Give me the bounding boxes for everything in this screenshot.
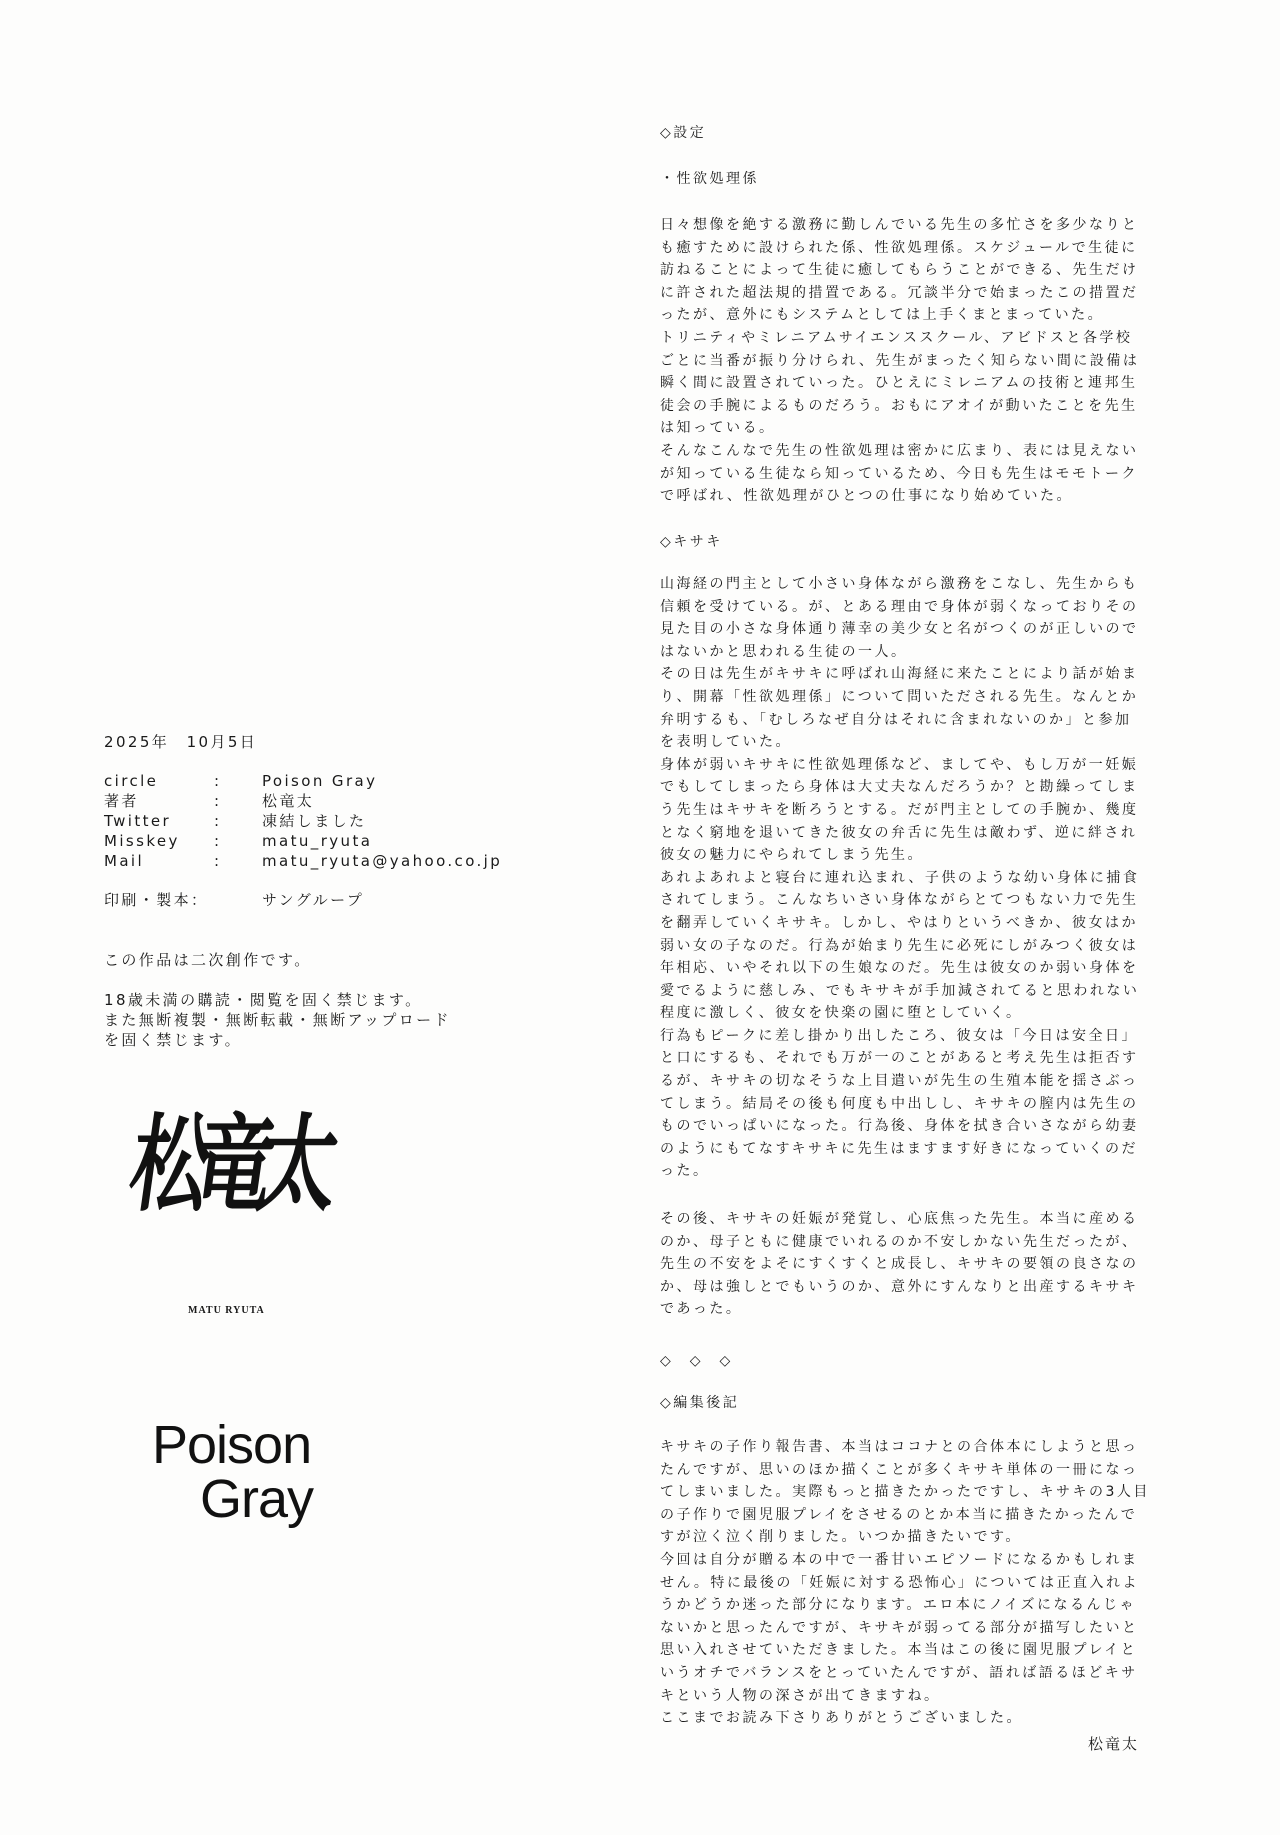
text-line: も癒すために設けられた係、性欲処理係。スケジュールで生徒に <box>660 239 1138 256</box>
publish-date: 2025年 10月5日 <box>104 733 258 751</box>
colophon-key: 著者 <box>104 792 139 810</box>
text-line: ものでいっぱいになった。行為後、身体を拭き合いさながら幼妻 <box>660 1118 1139 1135</box>
text-line: 18歳未満の購読・閲覧を固く禁じます。 <box>104 991 423 1009</box>
text-line: ここまでお読み下さりありがとうございました。 <box>660 1710 1023 1727</box>
text-line: う先生はキサキを断ろうとする。だが門主としての手腕か、幾度 <box>660 801 1139 818</box>
colophon-row <box>104 831 502 851</box>
text-line: 弱い女の子なのだ。行為が始まり先生に必死にしがみつく彼女は <box>660 937 1139 954</box>
colophon-separator: : <box>214 812 222 830</box>
text-line: 年相応、いやそれ以下の生娘なのだ。先生は彼女のか弱い身体を <box>660 960 1139 977</box>
text-line: ないかと思ったんですが、キサキが弱ってる部分が描写したいと <box>660 1619 1139 1636</box>
text-line: てしまいました。実際もっと描きたかったですし、キサキの3人目 <box>660 1484 1150 1501</box>
text-line: 信頼を受けている。が、とある理由で身体が弱くなっておりその <box>660 598 1139 615</box>
colophon-row <box>104 851 502 871</box>
postscript-paragraph <box>660 1436 1150 1730</box>
text-line: されてしまう。こんなちいさい身体ながらとてつもない力で先生 <box>660 892 1139 909</box>
text-line: は知っている。 <box>660 420 776 437</box>
settings-heading: ◇設定 <box>660 125 707 141</box>
text-line: たんですが、思いのほか描くことが多くキサキ単体の一冊になっ <box>660 1461 1139 1478</box>
text-line: か、母は強しとでもいうのか、意外にすんなりと出産するキサキ <box>660 1278 1139 1295</box>
text-line: の子作りで園児服プレイをさせるのとか本当に描きたかったんで <box>660 1506 1138 1523</box>
text-line: が知っている生徒なら知っているため、今日も先生はモモトーク <box>660 465 1138 482</box>
text-line: あれよあれよと寝台に連れ込まれ、子供のような幼い身体に捕食 <box>660 869 1140 886</box>
text-line: その日は先生がキサキに呼ばれ山海経に来たことにより話が始ま <box>660 666 1139 683</box>
text-line: 山海経の門主として小さい身体ながら激務をこなし、先生からも <box>660 576 1139 592</box>
text-line: トリニティやミレニアムサイエンススクール、アビドスと各学校 <box>660 329 1133 346</box>
aftermath-paragraph <box>660 1208 1139 1321</box>
text-line: 日々想像を絶する激務に勤しんでいる先生の多忙さを多少なりと <box>660 217 1139 233</box>
colophon-separator: : <box>214 832 222 850</box>
text-line: はないかと思われる生徒の一人。 <box>660 643 908 660</box>
colophon-separator: : <box>214 772 222 790</box>
colophon <box>104 732 502 1050</box>
colophon-value: matu_ryuta <box>262 832 373 850</box>
kisaki-heading: ◇キサキ <box>660 534 723 550</box>
printer-value: サングループ <box>262 891 365 909</box>
text-line: いうオチでバランスをとっていたんですが、語れば語るほどキサ <box>660 1664 1138 1681</box>
colophon-separator: : <box>214 792 222 810</box>
text-line: ったが、意外にもシステムとしては上手くまとまっていた。 <box>660 307 1105 324</box>
author-logo-calligraphy: 松竜太 <box>122 1103 333 1227</box>
settings-paragraph <box>660 214 1139 508</box>
text-line: であった。 <box>660 1301 743 1318</box>
text-line: で呼ばれ、性欲処理がひとつの仕事になり始めていた。 <box>660 488 1074 505</box>
text-line: そんなこんなで先生の性欲処理は密かに広まり、表には見えない <box>660 442 1139 459</box>
text-line: に許された超法規的措置である。冗談半分で始まったこの措置だ <box>660 284 1139 301</box>
colophon-value: Poison Gray <box>262 772 378 790</box>
text-line: キサキの子作り報告書、本当はココナとの合体本にしようと思っ <box>660 1439 1139 1455</box>
text-line: すが泣く泣く削りました。いつか描きたいです。 <box>660 1529 1022 1546</box>
text-line: を固く禁じます。 <box>104 1031 243 1049</box>
text-line: 身体が弱いキサキに性欲処理係など、ましてや、もし万が一妊娠 <box>660 756 1139 773</box>
author-logo <box>122 1103 350 1316</box>
text-line: 徒会の手腕によるものだろう。おもにアオイが動いたことを先生 <box>660 397 1138 414</box>
text-line: せん。特に最後の「妊娠に対する恐怖心」については正直入れよ <box>660 1574 1140 1591</box>
text-line: てしまう。結局その後も何度も中出しし、キサキの膣内は先生の <box>660 1095 1139 1112</box>
text-line: るが、キサキの切なそうな上目遣いが先生の生殖本能を揺さぶっ <box>660 1073 1139 1090</box>
derivative-notice: この作品は二次創作です。 <box>104 951 312 969</box>
settings-subheading: ・性欲処理係 <box>660 171 759 187</box>
circle-logo-line1: Poison <box>152 1415 312 1475</box>
text-line: その後、キサキの妊娠が発覚し、心底焦った先生。本当に産める <box>660 1211 1139 1227</box>
printer-row <box>104 890 502 910</box>
printer-label: 印刷・製本： <box>104 891 209 909</box>
kisaki-paragraph <box>660 573 1139 1183</box>
text-line: を表明していた。 <box>660 734 792 751</box>
colophon-key: Twitter <box>104 812 172 830</box>
text-line: 今回は自分が贈る本の中で一番甘いエピソードになるかもしれま <box>660 1551 1139 1568</box>
text-line: となく窮地を退いてきた彼女の弁舌に先生は敵わず、逆に絆され <box>660 824 1138 841</box>
text-line: 行為もピークに差し掛かり出したころ、彼女は「今日は安全日」 <box>660 1027 1138 1044</box>
circle-logo-line2: Gray <box>200 1469 314 1529</box>
text-line: 愛でるように慈しみ、でもキサキが手加減されてると思われない <box>660 982 1140 999</box>
author-signature: 松竜太 <box>1088 1735 1140 1753</box>
text-line: った。 <box>660 1163 710 1180</box>
text-line: のか、母子ともに健康でいれるのか不安しかない先生だったが、 <box>660 1233 1139 1250</box>
postscript-heading: ◇編集後記 <box>660 1395 740 1411</box>
colophon-key: circle <box>104 772 159 790</box>
text-line: キという人物の深さが出てきますね。 <box>660 1687 941 1704</box>
colophon-value: matu_ryuta@yahoo.co.jp <box>262 852 503 870</box>
colophon-value: 凍結しました <box>262 812 367 830</box>
colophon-value: 松竜太 <box>262 792 315 810</box>
text-line: また無断複製・無断転載・無断アップロード <box>104 1011 451 1029</box>
text-line: のようにもてなすキサキに先生はますます好きになっていくのだ <box>660 1140 1138 1157</box>
text-line: 先生の不安をよそにすくすくと成長し、キサキの要領の良さなの <box>660 1256 1139 1273</box>
text-line: を翻弄していくキサキ。しかし、やはりというべきか、彼女はか <box>660 914 1138 931</box>
text-line: り、開幕「性欲処理係」について問いただされる先生。なんとか <box>660 688 1139 705</box>
text-line: でもしてしまったら身体は大丈夫なんだろうか？と勘繰ってしま <box>660 779 1139 796</box>
text-line: うかどうか迷った部分になります。エロ本にノイズになるんじゃ <box>660 1597 1136 1614</box>
text-line: 見た目の小さな身体通り薄幸の美少女と名がつくのが正しいので <box>660 621 1139 638</box>
colophon-row <box>104 771 502 791</box>
text-line: 程度に激しく、彼女を快楽の園に堕としていく。 <box>660 1005 1023 1022</box>
text-line: と口にするも、それでも万が一のことがあると考え先生は拒否す <box>660 1050 1139 1067</box>
colophon-info <box>104 771 502 871</box>
text-line: 思い入れさせていただきました。本当はこの後に園児服プレイと <box>660 1642 1138 1659</box>
colophon-key: Misskey <box>104 832 180 850</box>
text-line: 訪ねることによって生徒に癒してもらうことができる、先生だけ <box>660 262 1139 279</box>
author-logo-romaji: MATU RYUTA <box>188 1305 265 1316</box>
text-line: 弁明するも、「むしろなぜ自分はそれに含まれないのか」と参加 <box>660 711 1132 728</box>
colophon-key: Mail <box>104 852 145 870</box>
colophon-row <box>104 791 502 811</box>
colophon-separator: : <box>214 852 222 870</box>
restriction-notice <box>104 990 502 1050</box>
section-separator: ◇ ◇ ◇ <box>660 1353 733 1369</box>
text-line: ごとに当番が振り分けられ、先生がまったく知らない間に設備は <box>660 352 1140 369</box>
colophon-row <box>104 811 502 831</box>
text-line: 瞬く間に設置されていった。ひとえにミレニアムの技術と連邦生 <box>660 375 1138 392</box>
text-line: 彼女の魅力にやられてしまう先生。 <box>660 847 924 864</box>
